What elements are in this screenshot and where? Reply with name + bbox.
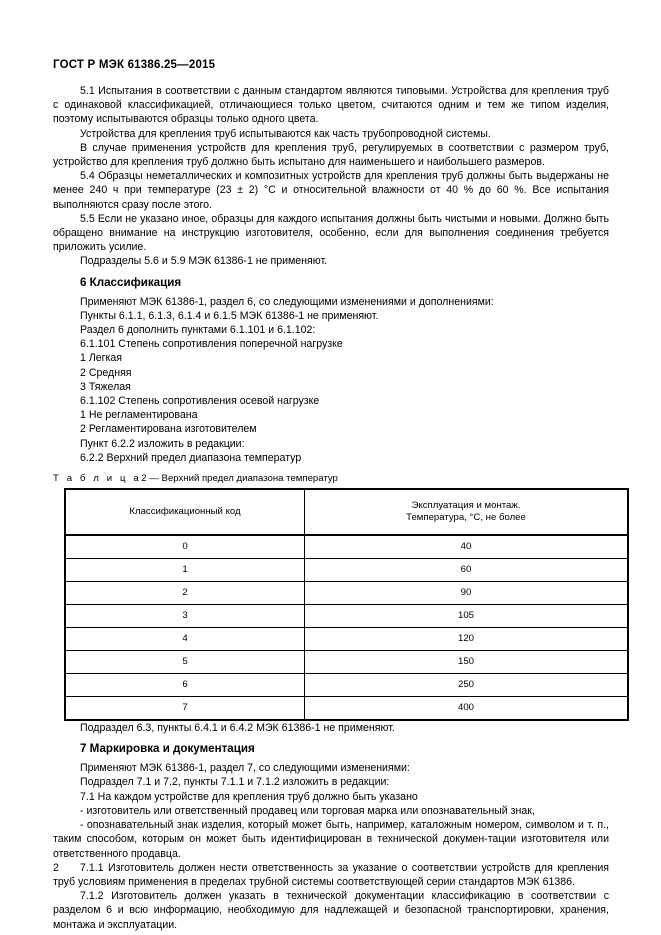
paragraph-adjustable: В случае применения устройств для крепления труб, регулируемых в соответствии с размером труб, устройство для крепления труб должно быть испытано для наименьшего и наибольшего размеров. [53, 141, 609, 169]
section6-line-6: 3 Тяжелая [80, 380, 131, 393]
section-heading-6: 6 Классификация [80, 275, 182, 289]
paragraph-7-1-1: 7.1.1 Изготовитель должен нести ответственность за указание о соответствии устройств для крепления труб условиям применения в пределах трубной системы соответствующей серии стандартов МЭК 61386. [53, 861, 609, 888]
table-cell-temp: 90 [305, 582, 629, 605]
page-content [53, 0, 609, 932]
table-cell-temp: 250 [305, 674, 629, 697]
table-caption-label: Т а б л и ц а [53, 473, 142, 485]
table-cell-temp: 105 [305, 605, 629, 628]
table-header-temp-line2: Температура, °С, не более [406, 512, 526, 524]
table-2-body [65, 535, 628, 720]
section7-line-1: Подраздел 7.1 и 7.2, пункты 7.1.1 и 7.1.2 изложить в редакции: [80, 776, 390, 789]
table-row [65, 605, 628, 628]
section7-bullet-1: - изготовитель или ответственный продавец или торговая марка или опознавательный знак, [80, 804, 535, 817]
paragraph-5-6-5-9: Подразделы 5.6 и 5.9 МЭК 61386-1 не применяют. [80, 255, 328, 268]
table-caption-text: 2 — Верхний предел диапазона температур [141, 473, 338, 485]
table-row [65, 535, 628, 559]
page-number: 2 [53, 862, 59, 874]
section7-bullet-2: - опознавательный знак изделия, который может быть, например, каталожным номером, символом и т. п., таким способом, которым он может быть идентифицирован в технической докумен-тации изготовителя или ответственного продавца. [53, 819, 609, 860]
section6-line-8: 1 Не регламентирована [80, 409, 198, 422]
table-header-row [65, 489, 628, 535]
section6-line-3: 6.1.101 Степень сопротивления поперечной нагрузке [80, 338, 343, 351]
table-row [65, 628, 628, 651]
table-cell-code: 4 [65, 628, 305, 651]
table-row [65, 582, 628, 605]
table-cell-temp: 400 [305, 697, 629, 721]
paragraph-5-1: 5.1 Испытания в соответствии с данным стандартом являются типовыми. Устройства для крепления труб с одинаковой классификацией, отличающиеся только цветом, считаются одним и тем же типом изделия, поэтому испытываются образцы только одного цвета. [53, 85, 609, 126]
paragraph-5-5: 5.5 Если не указано иное, образцы для каждого испытания должны быть чистыми и новыми. Должно быть обращено внимание на инструкцию изготовителя, особенно, если для выполнения соединения требуется приложить усилие. [53, 212, 609, 254]
table-2-caption [53, 472, 609, 485]
paragraph-5-4: 5.4 Образцы неметаллических и композитных устройств для крепления труб должны быть выдержаны не менее 240 ч при температуре (23 ± 2) °С и относительной влажности от 40 % до 60 %. Все испытания выполняются сразу после этого. [53, 170, 609, 211]
table-cell-code: 7 [65, 697, 305, 721]
paragraph-7-1-2: 7.1.2 Изготовитель должен указать в технической документации классификацию в соответствии с разделом 6 и всю информацию, необходимую для надлежащей и безопасной транспортировки, хранения, монтажа и эксплуатации. [53, 890, 609, 931]
table-row [65, 674, 628, 697]
table-2-head [65, 489, 628, 535]
section7-line-2: 7.1 На каждом устройстве для крепления труб должно быть указано [80, 790, 418, 803]
table-cell-code: 0 [65, 535, 305, 559]
section6-line-11: 6.2.2 Верхний предел диапазона температур [80, 451, 302, 464]
table-cell-temp: 40 [305, 535, 629, 559]
section6-line-9: 2 Регламентирована изготовителем [80, 423, 257, 436]
section-heading-7: 7 Маркировка и документация [80, 742, 255, 756]
table-row [65, 697, 628, 721]
table-cell-temp: 150 [305, 651, 629, 674]
section6-line-1: Пункты 6.1.1, 6.1.3, 6.1.4 и 6.1.5 МЭК 61386-1 не применяют. [80, 309, 379, 322]
table-cell-code: 3 [65, 605, 305, 628]
section6-line-7: 6.1.102 Степень сопротивления осевой нагрузке [80, 395, 320, 408]
document-header: ГОСТ Р МЭК 61386.25—2015 [53, 59, 216, 71]
table-row [65, 559, 628, 582]
table-header-cell-code: Классификационный код [65, 489, 305, 535]
table-header-temp-line1: Эксплуатация и монтаж. [411, 499, 521, 511]
paragraph-6-3: Подраздел 6.3, пункты 6.4.1 и 6.4.2 МЭК 61386-1 не применяют. [80, 722, 395, 735]
section6-line-5: 2 Средняя [80, 366, 132, 379]
table-cell-temp: 60 [305, 559, 629, 582]
section6-line-4: 1 Легкая [80, 352, 123, 365]
section6-line-0: Применяют МЭК 61386-1, раздел 6, со следующими изменениями и дополнениями: [80, 295, 494, 308]
section6-line-10: Пункт 6.2.2 изложить в редакции: [80, 437, 245, 450]
table-2 [64, 488, 629, 721]
section7-line-0: Применяют МЭК 61386-1, раздел 7, со следующими изменениями: [80, 762, 410, 775]
paragraph-pipe-system: Устройства для крепления труб испытываются как часть трубопроводной системы. [80, 127, 491, 140]
table-cell-code: 5 [65, 651, 305, 674]
table-cell-code: 6 [65, 674, 305, 697]
section6-line-2: Раздел 6 дополнить пунктами 6.1.101 и 6.1.102: [80, 324, 316, 337]
table-header-cell-temperature [305, 489, 629, 535]
table-cell-temp: 120 [305, 628, 629, 651]
table-cell-code: 2 [65, 582, 305, 605]
table-row [65, 651, 628, 674]
table-cell-code: 1 [65, 559, 305, 582]
